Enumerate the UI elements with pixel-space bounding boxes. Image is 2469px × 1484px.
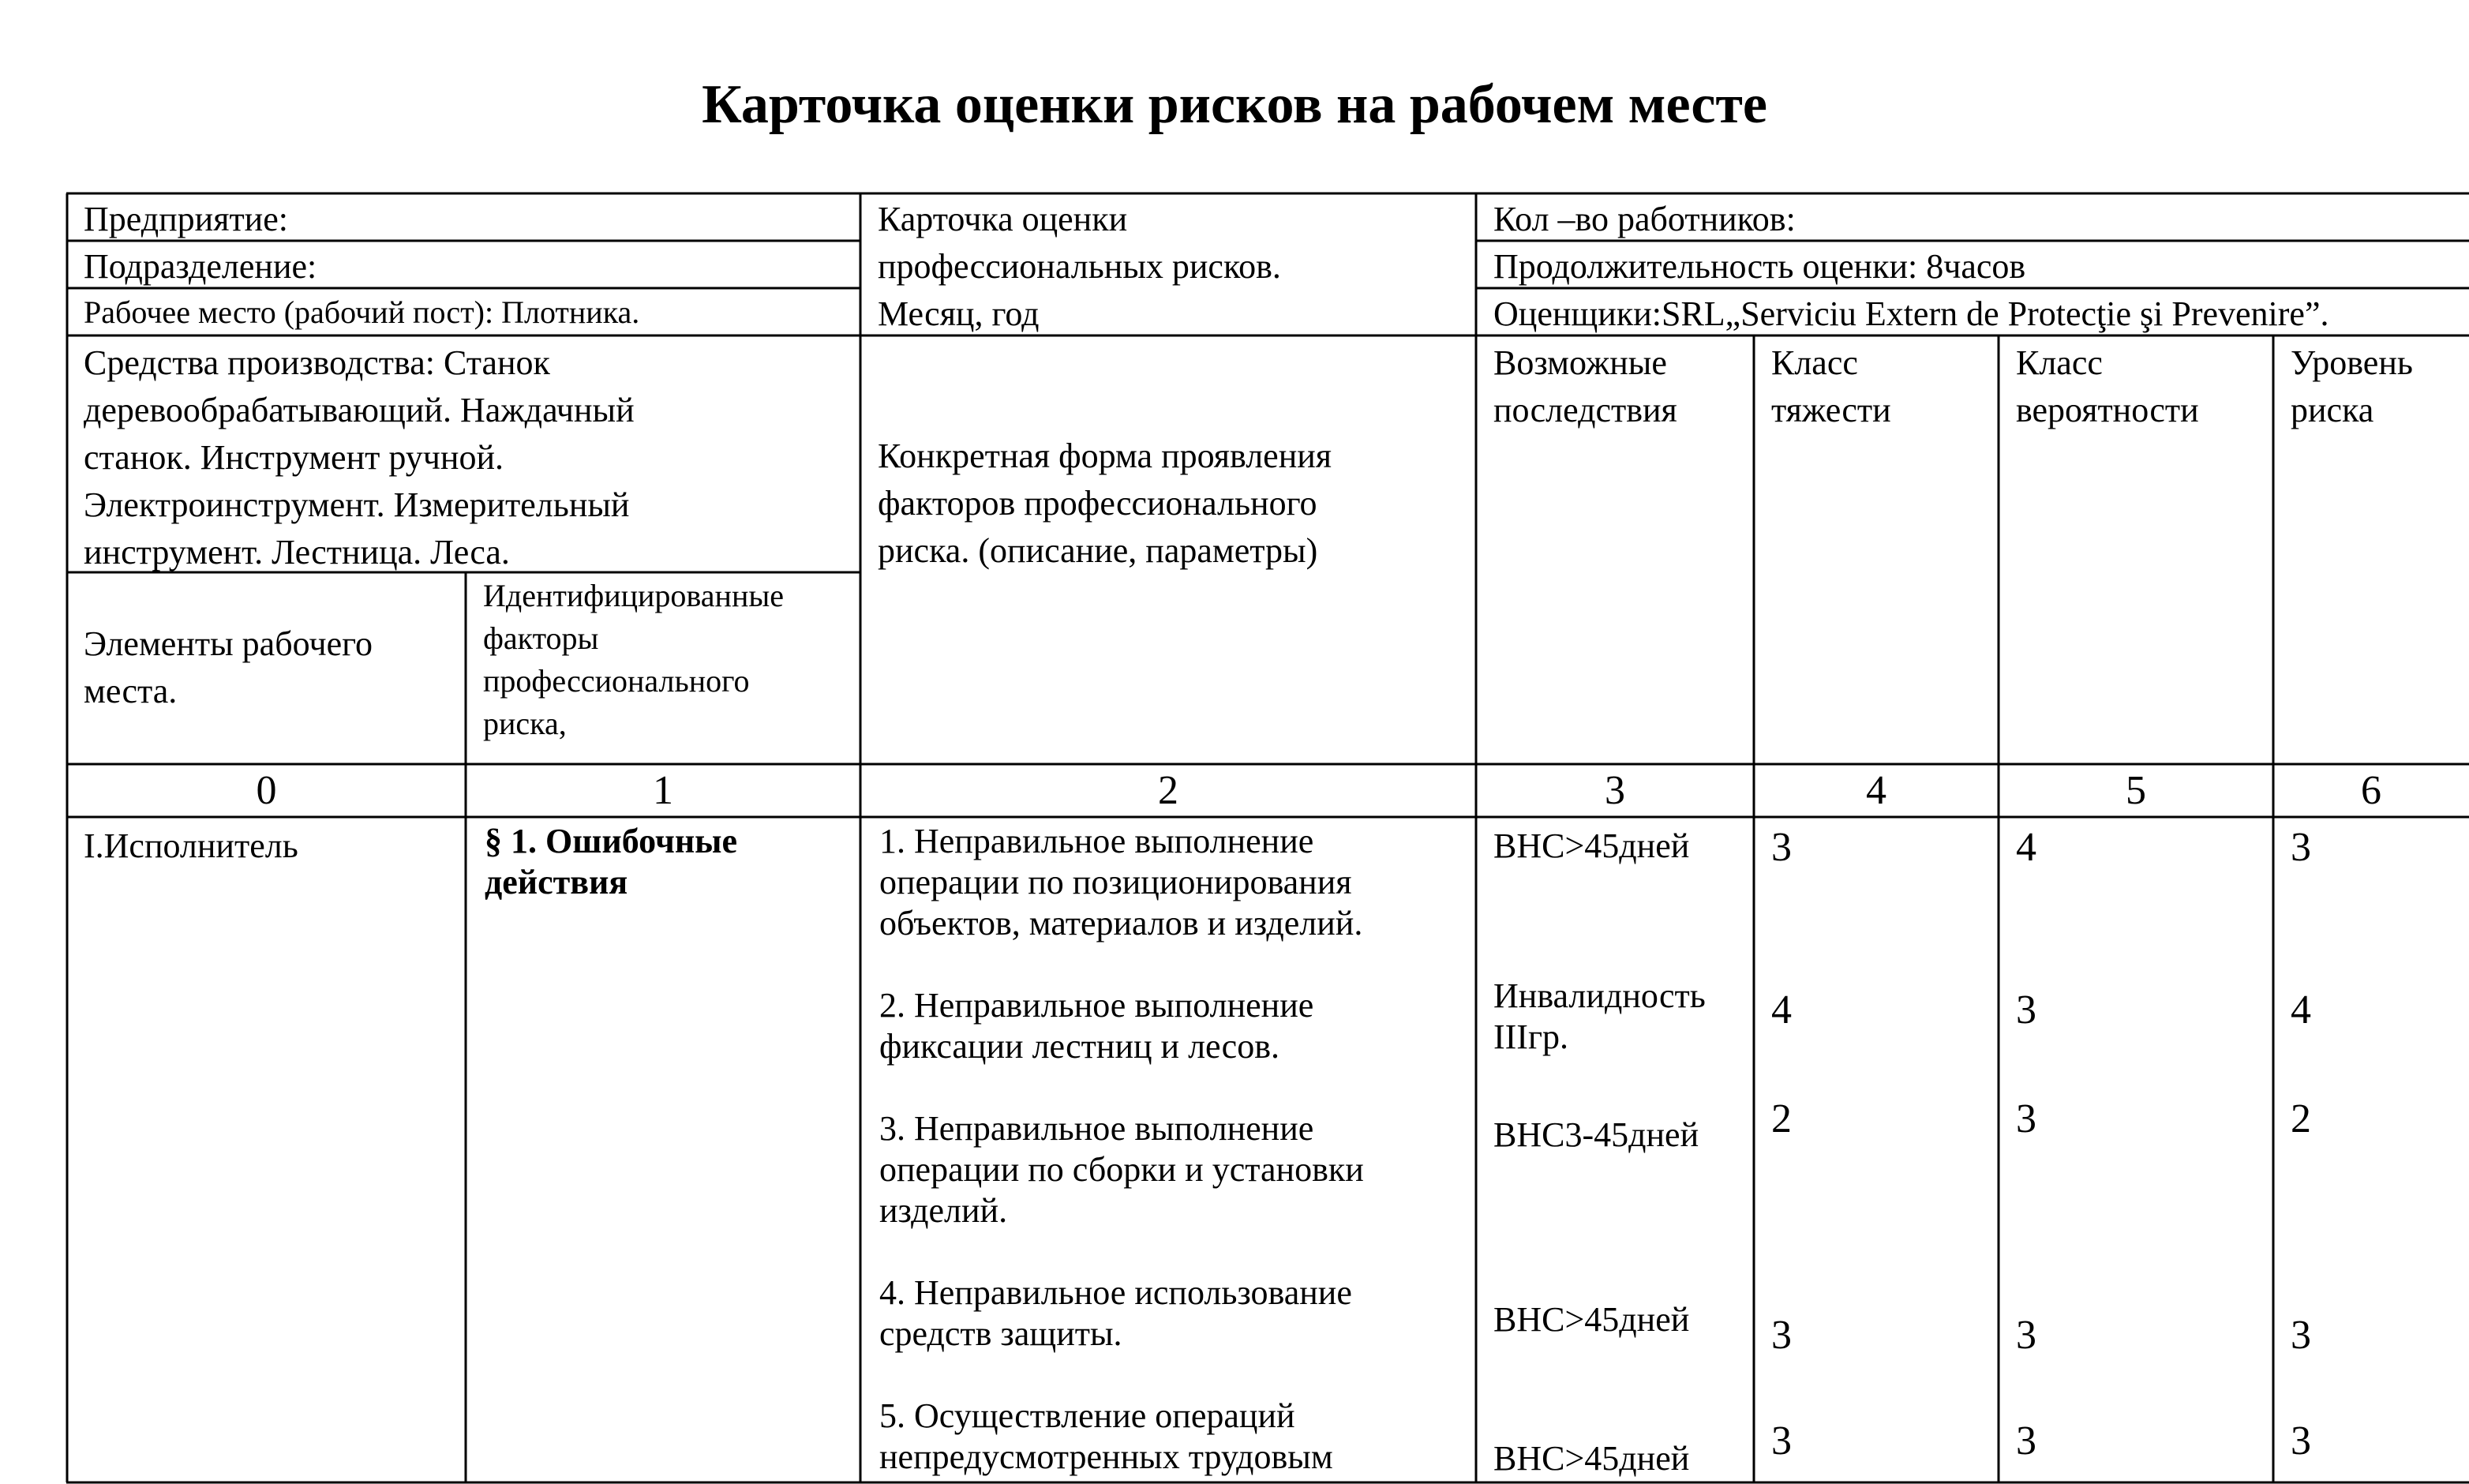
page-title: Карточка оценки рисков на рабочем месте xyxy=(702,74,1767,135)
row-risk: 2 xyxy=(2291,1096,2311,1141)
row-consequence: ВНС>45дней xyxy=(1493,826,1690,865)
section-factor: § 1. Ошибочные действия xyxy=(485,822,738,901)
row-description: 1. Неправильное выполнение операции по позиционирования объектов, материалов и изделий. xyxy=(879,822,1363,942)
means-of-production: Средства производства: Станок деревообрабатывающий. Наждачный станок. Инструмент ручной. Электроинструмент. Измерительный инструмент. Лестница. Леса. xyxy=(84,343,635,571)
row-probability: 3 xyxy=(2016,1418,2036,1463)
column-number: 0 xyxy=(256,768,277,813)
row-description: 3. Неправильное выполнение операции по сборки и установки изделий. xyxy=(879,1109,1364,1230)
card-label: Карточка оценки профессиональных рисков. Месяц, год xyxy=(878,200,1281,333)
row-probability: 3 xyxy=(2016,1313,2036,1358)
row-probability: 3 xyxy=(2016,987,2036,1032)
workers-label: Кол –во работников: xyxy=(1493,200,1796,238)
column-number: 3 xyxy=(1605,768,1625,813)
probability-header: Класс вероятности xyxy=(2016,343,2199,429)
row-severity: 2 xyxy=(1771,1096,1792,1141)
row-severity: 3 xyxy=(1771,1418,1792,1463)
row-risk: 3 xyxy=(2291,1418,2311,1463)
column-number: 4 xyxy=(1866,768,1886,813)
row-description: 2. Неправильное выполнение фиксации лестниц и лесов. xyxy=(879,986,1314,1066)
row-consequence: ВНС>45дней xyxy=(1493,1300,1690,1339)
assessors-label: Оценщики:SRL„Serviciu Extern de Protecţie şi Prevenire”. xyxy=(1493,294,2329,333)
row-risk: 3 xyxy=(2291,1313,2311,1358)
row-consequence: ВНС3-45дней xyxy=(1493,1115,1699,1154)
row-risk: 4 xyxy=(2291,987,2311,1032)
row-description: 4. Неправильное использование средств защиты. xyxy=(879,1273,1352,1353)
row-severity: 3 xyxy=(1771,825,1792,870)
column-number: 2 xyxy=(1158,768,1178,813)
form-header: Конкретная форма проявления факторов профессионального риска. (описание, параметры) xyxy=(878,437,1332,570)
division-label: Подразделение: xyxy=(84,247,317,286)
column-number: 5 xyxy=(2126,768,2146,813)
duration-label: Продолжительность оценки: 8часов xyxy=(1493,247,2026,286)
workplace-label: Рабочее место (рабочий пост): Плотника. xyxy=(84,294,640,330)
row-consequence: ВНС>45дней xyxy=(1493,1439,1690,1478)
row-consequence: Инвалидность IIIгр. xyxy=(1493,976,1706,1056)
row-description: 5. Осуществление операций непредусмотренных трудовым xyxy=(879,1396,1333,1476)
row-severity: 4 xyxy=(1771,987,1792,1032)
enterprise-label: Предприятие: xyxy=(84,200,288,238)
column-number: 6 xyxy=(2361,768,2381,813)
section-element: I.Исполнитель xyxy=(84,826,298,865)
column-number: 1 xyxy=(653,768,673,813)
row-severity: 3 xyxy=(1771,1313,1792,1358)
risk-level-header: Уровень риска xyxy=(2291,343,2413,429)
row-probability: 4 xyxy=(2016,825,2036,870)
row-risk: 3 xyxy=(2291,825,2311,870)
severity-header: Класс тяжести xyxy=(1771,343,1891,429)
consequences-header: Возможные последствия xyxy=(1493,343,1677,429)
row-probability: 3 xyxy=(2016,1096,2036,1141)
factors-header: Идентифицированные факторы профессионального риска, xyxy=(483,578,784,741)
elements-header: Элементы рабочего места. xyxy=(84,624,373,710)
